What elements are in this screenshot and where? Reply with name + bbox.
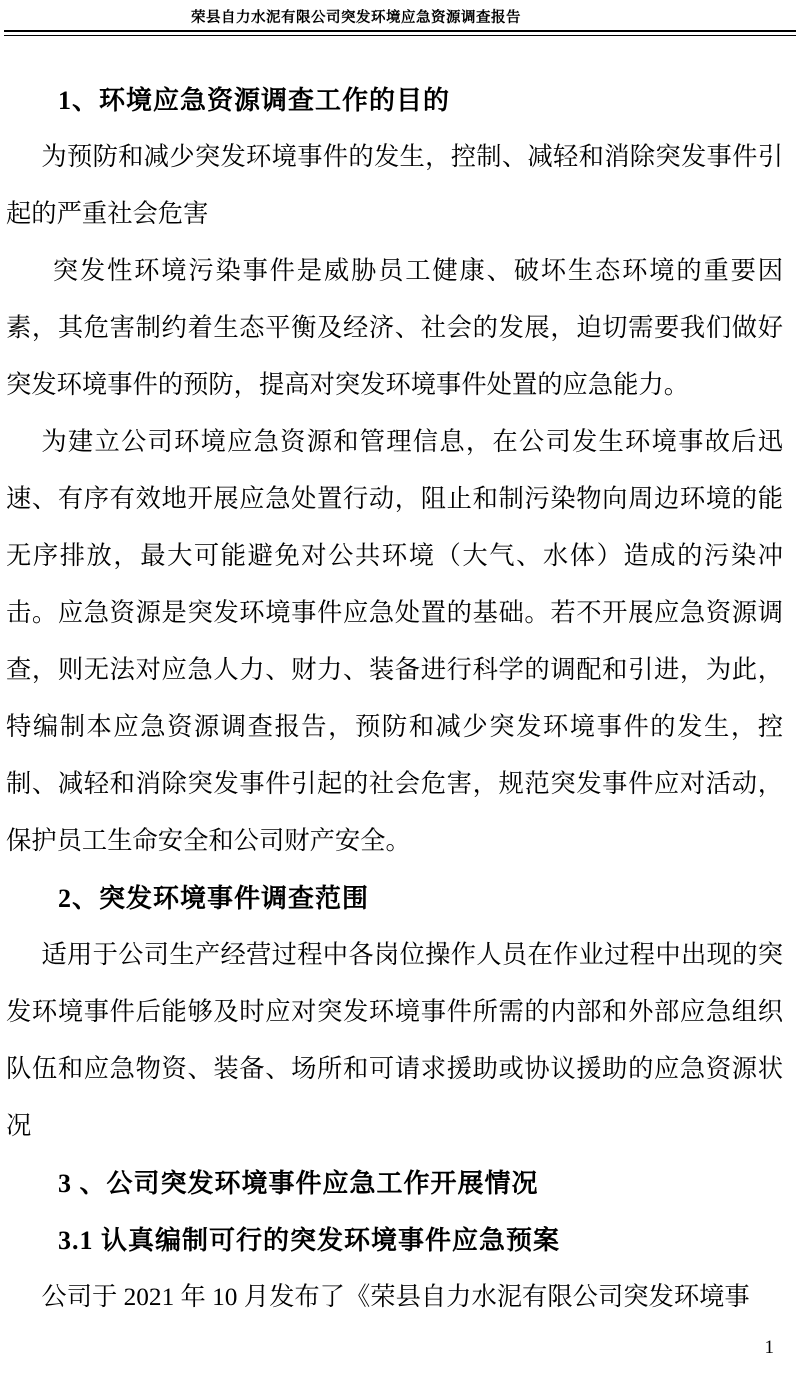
header-rule — [4, 30, 796, 36]
page-number: 1 — [764, 1337, 774, 1358]
section-1-heading: 1、环境应急资源调查工作的目的 — [58, 86, 451, 115]
section-3-heading: 3 、公司突发环境事件应急工作开展情况 — [58, 1169, 539, 1198]
section-1-paragraph-1: 为预防和减少突发环境事件的发生，控制、减轻和消除突发事件引起的严重社会危害 — [6, 143, 783, 228]
document-body — [6, 72, 783, 1326]
section-3-1-subheading: 3.1 认真编制可行的突发环境事件应急预案 — [58, 1226, 561, 1255]
section-1-paragraph-3: 为建立公司环境应急资源和管理信息，在公司发生环境事故后迅速、有序有效地开展应急处置行动，阻止和制污染物向周边环境的能无序排放，最大可能避免对公共环境（大气、水体）造成的污染冲击。应急资源是突发环境事件应急处置的基础。若不开展应急资源调查，则无法对应急人力、财力、装备进行科学的调配和引进，为此，特编制本应急资源调查报告，预防和减少突发环境事件的发生，控制、减轻和消除突发事件引起的社会危害，规范突发事件应对活动，保护员工生命安全和公司财产安全。 — [6, 428, 783, 855]
section-1-paragraph-2: 突发性环境污染事件是威胁员工健康、破坏生态环境的重要因素，其危害制约着生态平衡及经济、社会的发展，迫切需要我们做好突发环境事件的预防，提高对突发环境事件处置的应急能力。 — [6, 257, 783, 399]
page-header — [0, 0, 800, 36]
header-title: 荣县自力水泥有限公司突发环境应急资源调查报告 — [191, 10, 521, 26]
section-2-heading: 2、突发环境事件调查范围 — [58, 884, 370, 913]
section-2-paragraph-1: 适用于公司生产经营过程中各岗位操作人员在作业过程中出现的突发环境事件后能够及时应对突发环境事件所需的内部和外部应急组织队伍和应急物资、装备、场所和可请求援助或协议援助的应急资源状况 — [6, 941, 783, 1140]
section-3-1-paragraph-1: 公司于 2021 年 10 月发布了《荣县自力水泥有限公司突发环境事 — [41, 1283, 750, 1311]
